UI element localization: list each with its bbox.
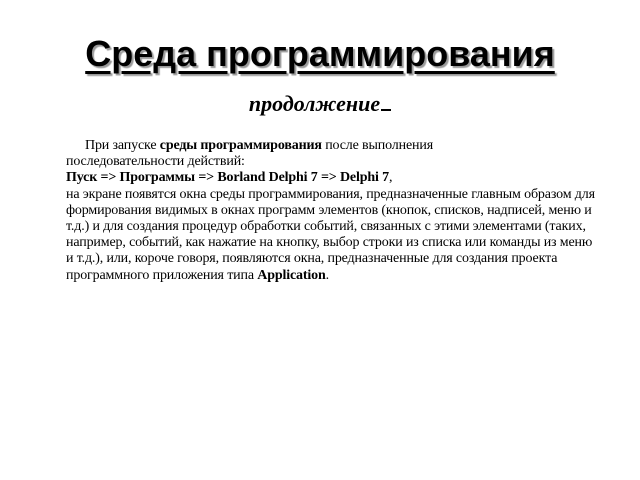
menu-path-line bbox=[66, 170, 596, 186]
intro-prefix: При запуске bbox=[85, 138, 160, 153]
description-text bbox=[66, 187, 596, 284]
description-end: . bbox=[325, 267, 330, 283]
intro-bold-term: среды программирования bbox=[159, 138, 322, 153]
slide-title: Среда программирования bbox=[85, 33, 555, 74]
menu-path: Пуск => Программы => Borland Delphi 7 => Delphi 7 bbox=[66, 170, 389, 186]
intro-continuation: последовательности действий: bbox=[66, 154, 245, 170]
menu-path-suffix: , bbox=[388, 170, 393, 186]
text-cursor bbox=[381, 109, 391, 111]
subtitle-text: продолжение bbox=[248, 91, 381, 116]
intro-line bbox=[66, 138, 596, 154]
body-paragraph bbox=[66, 138, 596, 284]
application-type: Application bbox=[257, 267, 326, 283]
slide-subtitle bbox=[0, 90, 640, 118]
intro-suffix: после выполнения bbox=[321, 138, 433, 153]
description-body: на экране появятся окна среды программирования, предназначенные главным образом для формирования видимых в окнах программ элементов (кнопок, списков, надписей, меню и т.д.) и для создания процедур обработки событий, связанных с этими элементами (таких, например, событий, как нажатие на кнопку, выбор строки из списка или команды из меню и т.д.), или, короче говоря, появляются окна, предназначенные для создания проекта программного приложения типа bbox=[66, 186, 595, 283]
